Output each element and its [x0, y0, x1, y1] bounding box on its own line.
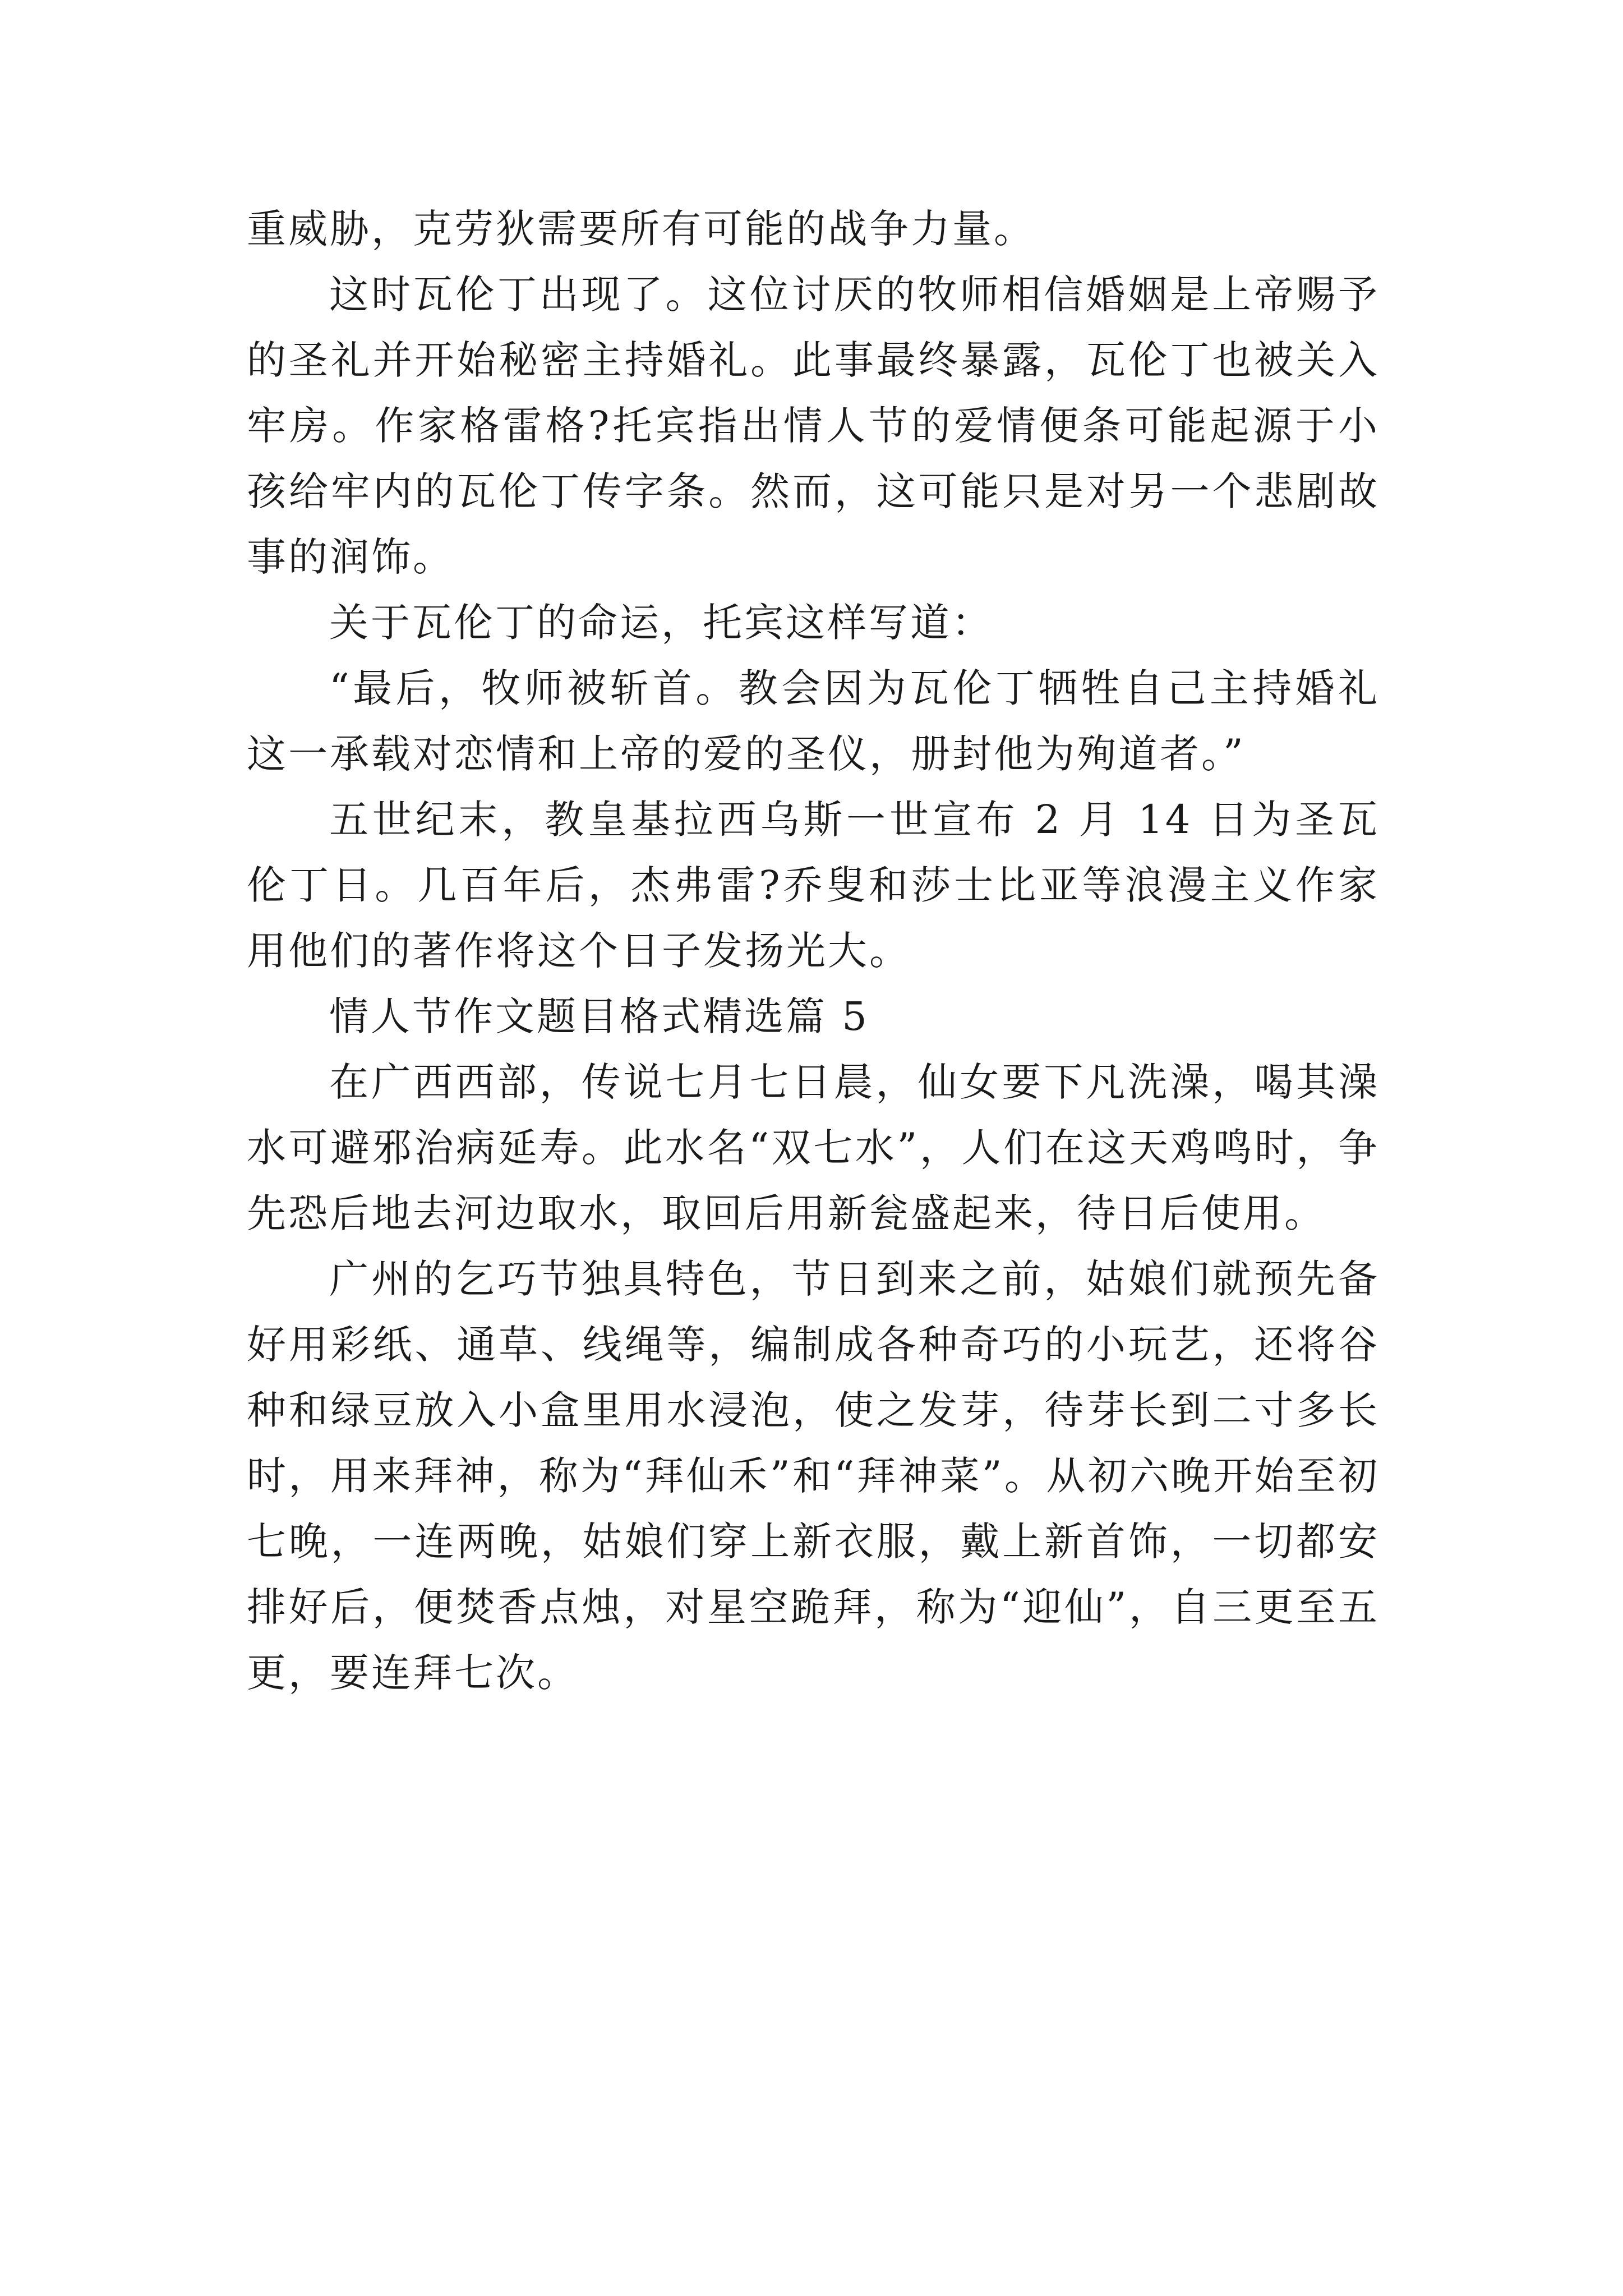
paragraph: 在广西西部，传说七月七日晨，仙女要下凡洗澡，喝其澡水可避邪治病延寿。此水名“双七水”，人们在这天鸡鸣时，争先恐后地去河边取水，取回后用新瓮盛起来，待日后使用。	[247, 1059, 1380, 1236]
quote-paragraph: “最后，牧师被斩首。教会因为瓦伦丁牺牲自己主持婚礼这一承载对恋情和上帝的爱的圣仪，册封他为殉道者。”	[247, 665, 1380, 777]
paragraph: 关于瓦伦丁的命运，托宾这样写道：	[329, 600, 993, 646]
paragraph: 这时瓦伦丁出现了。这位讨厌的牧师相信婚姻是上帝赐予的圣礼并开始秘密主持婚礼。此事最终暴露，瓦伦丁也被关入牢房。作家格雷格?托宾指出情人节的爱情便条可能起源于小孩给牢内的瓦伦丁传字条。然而，这可能只是对另一个悲剧故事的润饰。	[247, 272, 1380, 580]
paragraph: 重威胁，克劳狄需要所有可能的战争力量。	[247, 206, 1035, 252]
document-body	[247, 196, 1380, 1706]
paragraph: 五世纪末，教皇基拉西乌斯一世宣布 2 月 14 日为圣瓦伦丁日。几百年后，杰弗雷?乔叟和莎士比亚等浪漫主义作家用他们的著作将这个日子发扬光大。	[247, 797, 1380, 974]
section-heading: 情人节作文题目格式精选篇 5	[329, 993, 869, 1039]
paragraph: 广州的乞巧节独具特色，节日到来之前，姑娘们就预先备好用彩纸、通草、线绳等，编制成各种奇巧的小玩艺，还将谷种和绿豆放入小盒里用水浸泡，使之发芽，待芽长到二寸多长时，用来拜神，称为“拜仙禾”和“拜神菜”。从初六晚开始至初七晚，一连两晚，姑娘们穿上新衣服，戴上新首饰，一切都安排好后，便焚香点烛，对星空跪拜，称为“迎仙”，自三更至五更，要连拜七次。	[247, 1256, 1380, 1696]
